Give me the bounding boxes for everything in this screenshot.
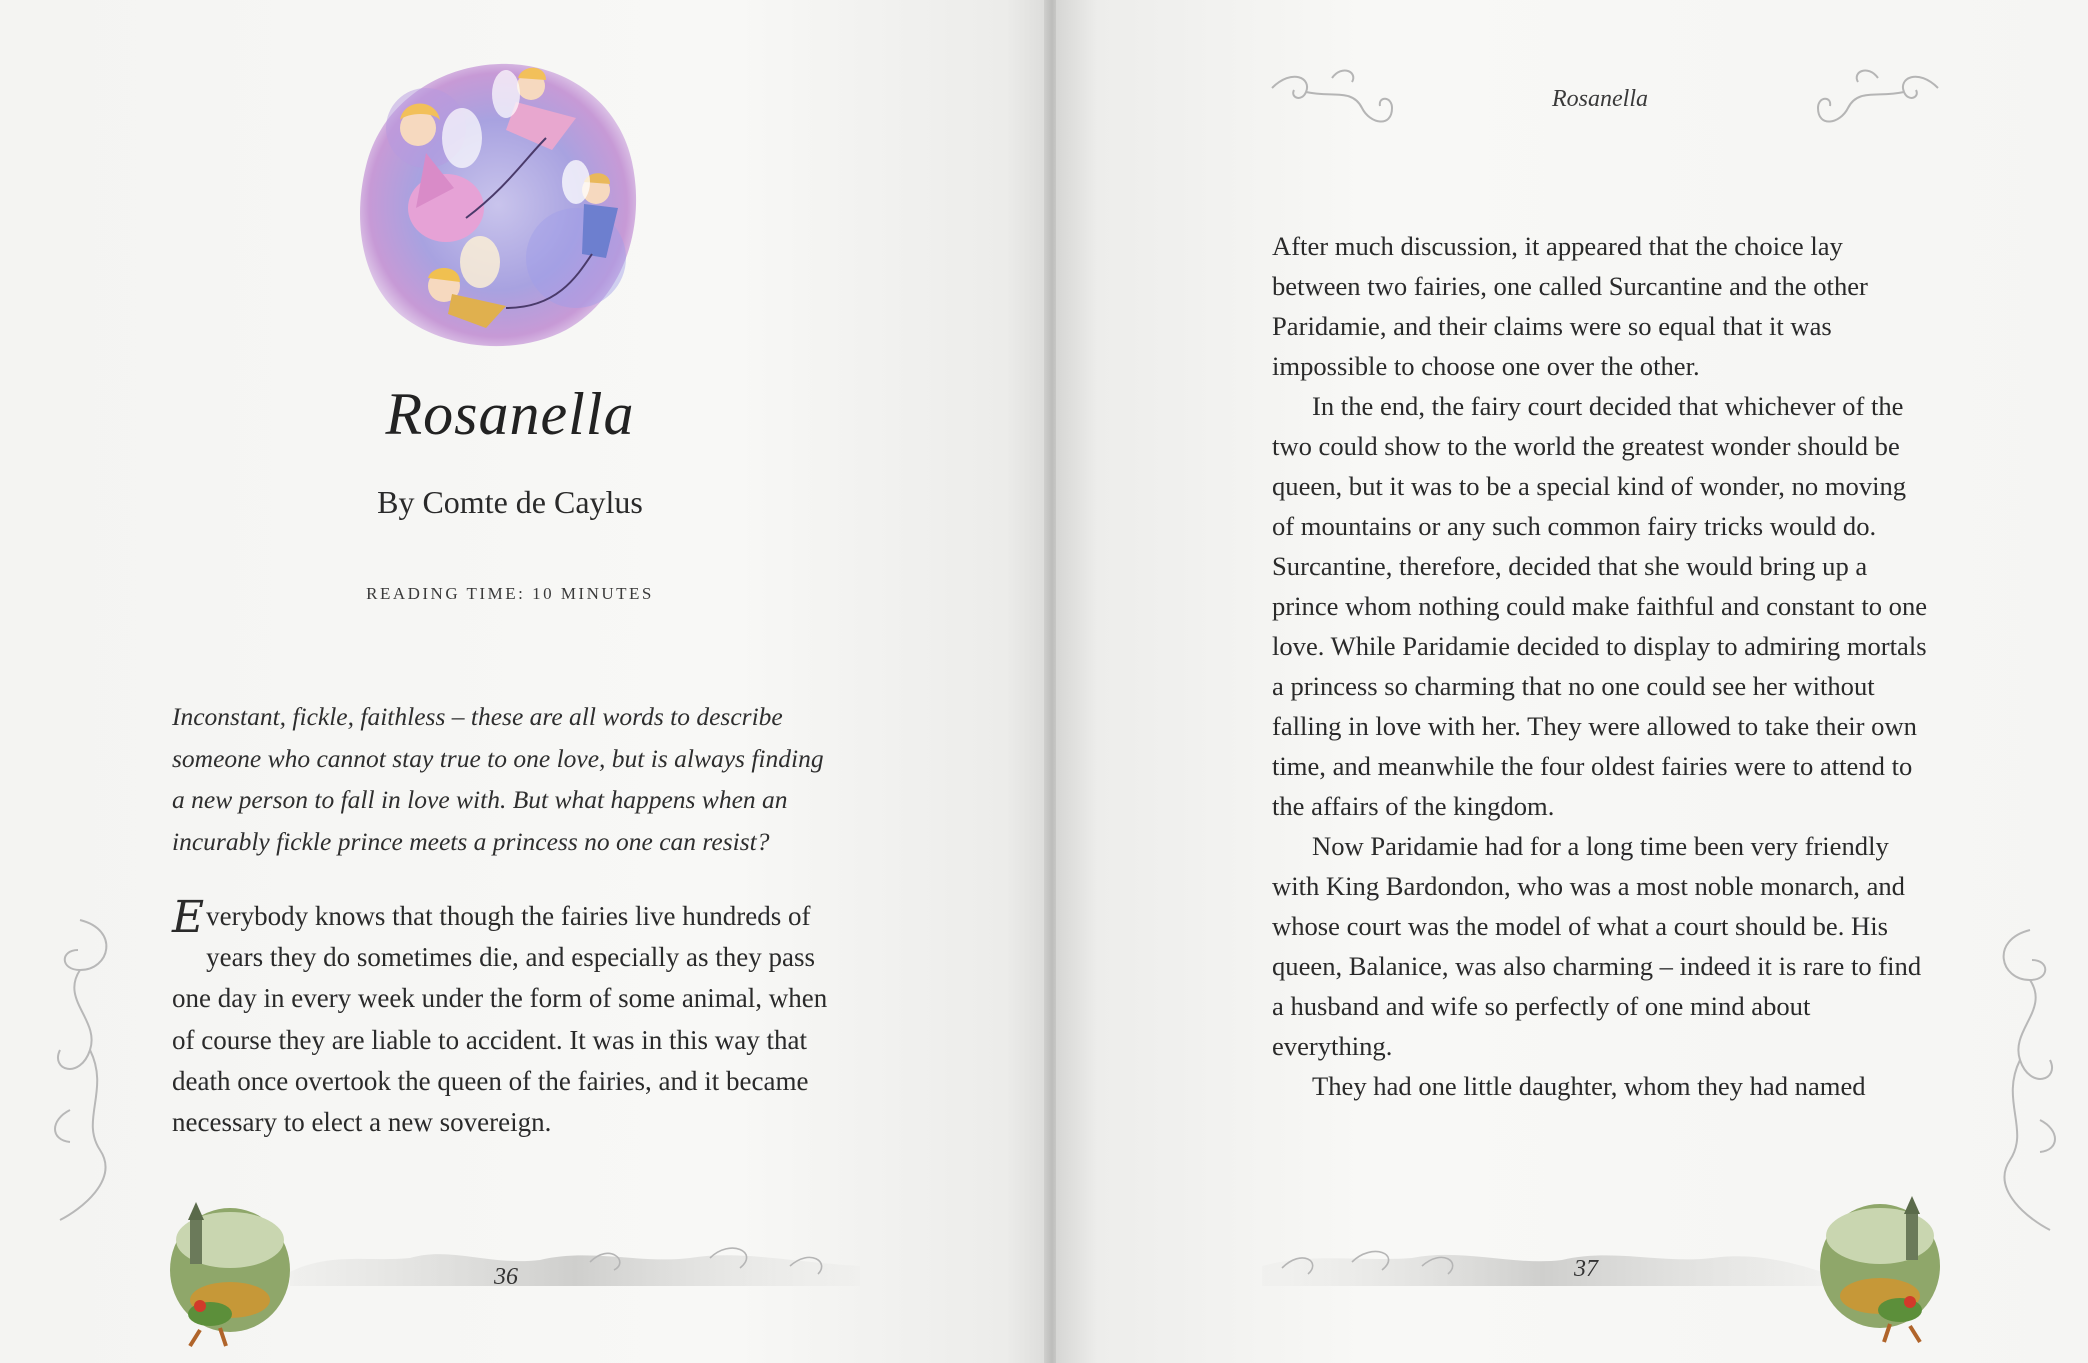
- body-text: verybody knows that though the fairies live hundreds of years they do sometimes die, and especially as they pass one day in every week under the form of some animal, when of course they are liable to accident. It was in this way that death once overtook the queen of the fairies, and it became necessary to elect a new sovereign.: [172, 901, 828, 1138]
- paragraph: They had one little daughter, whom they had named: [1312, 1071, 1866, 1101]
- reading-time: READING TIME: 10 MINUTES: [366, 584, 654, 603]
- page-number: 37: [1574, 1256, 1598, 1282]
- swirl-ornament: [1970, 920, 2070, 1240]
- author-line: By Comte de Caylus: [377, 484, 643, 520]
- story-title: Rosanella: [385, 381, 635, 447]
- swirl-ornament: [40, 910, 140, 1230]
- swirl-ornament: [1262, 58, 1402, 138]
- swirl-ornament: [1808, 58, 1948, 138]
- cloud-band: [1262, 1222, 1822, 1302]
- right-page-body: [1272, 226, 1932, 1106]
- drop-cap: E: [172, 892, 205, 943]
- paragraph: In the end, the fairy court decided that whichever of the two could show to the world the greatest wonder should be queen, but it was to be a special kind of wonder, no moving of mountains or any such common fairy tricks would do. Surcantine, therefore, decided that she would bring up a prince whom nothing could make faithful and constant to one love. While Paridamie decided to display to admiring mortals a princess so charming that no one could see her without falling in love with her. They were allowed to take their own time, and meanwhile the four oldest fairies were to attend to the affairs of the kingdom.: [1272, 391, 1928, 821]
- fairies-illustration: [356, 58, 642, 350]
- frog-castle-vignette: [160, 1200, 300, 1350]
- paragraph: After much discussion, it appeared that the choice lay between two fairies, one called Surcantine and the other Paridamie, and their claims were so equal that it was impossible to choose one over the other.: [1272, 231, 1868, 381]
- paragraph: Now Paridamie had for a long time been very friendly with King Bardondon, who was a most noble monarch, and whose court was the model of what a court should be. His queen, Balanice, was also charming – indeed it is rare to find a husband and wife so perfectly of one mind about everything.: [1272, 831, 1922, 1061]
- body-paragraph: [172, 892, 836, 1143]
- intro-paragraph: Inconstant, fickle, faithless – these are all words to describe someone who cannot stay true to one love, but is always finding a new person to fall in love with. But what happens when an incurably fickle prince meets a princess no one can resist?: [172, 702, 824, 856]
- running-head: Rosanella: [1552, 86, 1648, 112]
- frog-castle-vignette: [1810, 1196, 1950, 1346]
- page-number: 36: [494, 1264, 518, 1290]
- cloud-band: [290, 1222, 860, 1302]
